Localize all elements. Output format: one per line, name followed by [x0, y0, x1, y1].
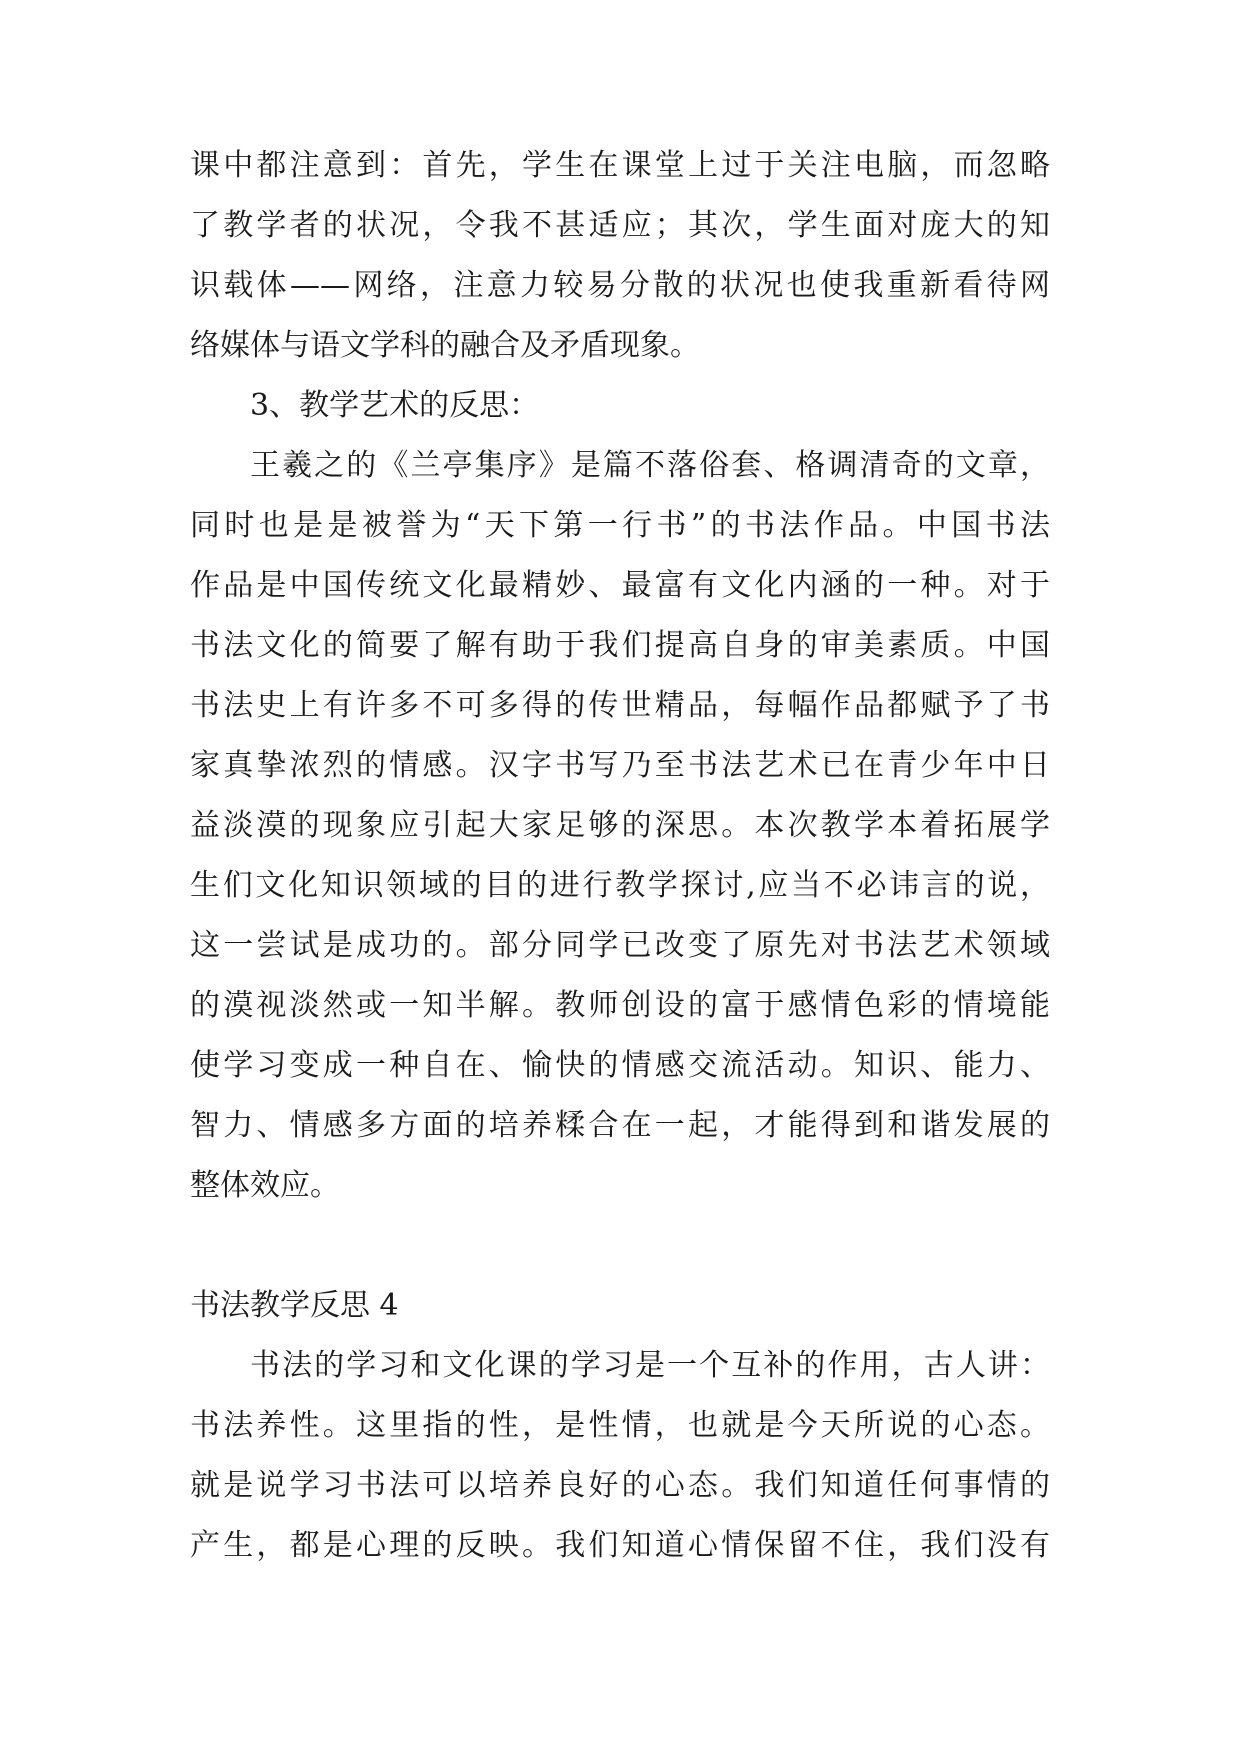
- paragraph-line: 同时也是是被誉为“天下第一行书”的书法作品。中国书法: [190, 508, 1050, 543]
- paragraph-line: 益淡漠的现象应引起大家足够的深思。本次教学本着拓展学: [190, 808, 1050, 843]
- paragraph-line: 书法的学习和文化课的学习是一个互补的作用，古人讲：: [250, 1348, 1050, 1383]
- paragraph-line: 智力、情感多方面的培养糅合在一起，才能得到和谐发展的: [190, 1108, 1050, 1143]
- paragraph-line: 这一尝试是成功的。部分同学已改变了原先对书法艺术领域: [190, 928, 1050, 963]
- paragraph-line: 家真挚浓烈的情感。汉字书写乃至书法艺术已在青少年中日: [190, 748, 1050, 783]
- paragraph-line: 书法文化的简要了解有助于我们提高自身的审美素质。中国: [190, 628, 1050, 663]
- paragraph-line: 的漠视淡然或一知半解。教师创设的富于感情色彩的情境能: [190, 988, 1050, 1023]
- paragraph-line: 王羲之的《兰亭集序》是篇不落俗套、格调清奇的文章，: [250, 448, 1050, 483]
- paragraph-line: 书法史上有许多不可多得的传世精品，每幅作品都赋予了书: [190, 688, 1050, 723]
- paragraph-line: 了教学者的状况，令我不甚适应；其次，学生面对庞大的知: [190, 208, 1050, 243]
- paragraph-line: 络媒体与语文学科的融合及矛盾现象。: [190, 328, 700, 363]
- paragraph-line: 产生，都是心理的反映。我们知道心情保留不住，我们没有: [190, 1528, 1050, 1563]
- paragraph-line: 使学习变成一种自在、愉快的情感交流活动。知识、能力、: [190, 1048, 1050, 1083]
- paragraph-line: 作品是中国传统文化最精妙、最富有文化内涵的一种。对于: [190, 568, 1050, 603]
- paragraph-line: 就是说学习书法可以培养良好的心态。我们知道任何事情的: [190, 1468, 1050, 1503]
- section-title: 书法教学反思 4: [190, 1288, 399, 1323]
- paragraph-line: 整体效应。: [190, 1168, 340, 1203]
- paragraph-line: 识载体——网络，注意力较易分散的状况也使我重新看待网: [190, 268, 1050, 303]
- section-heading: 3、教学艺术的反思：: [250, 388, 540, 423]
- paragraph-line: 生们文化知识领域的目的进行教学探讨,应当不必讳言的说，: [190, 868, 1050, 903]
- paragraph-line: 书法养性。这里指的性，是性情，也就是今天所说的心态。: [190, 1408, 1050, 1443]
- paragraph-line: 课中都注意到：首先，学生在课堂上过于关注电脑，而忽略: [190, 148, 1050, 183]
